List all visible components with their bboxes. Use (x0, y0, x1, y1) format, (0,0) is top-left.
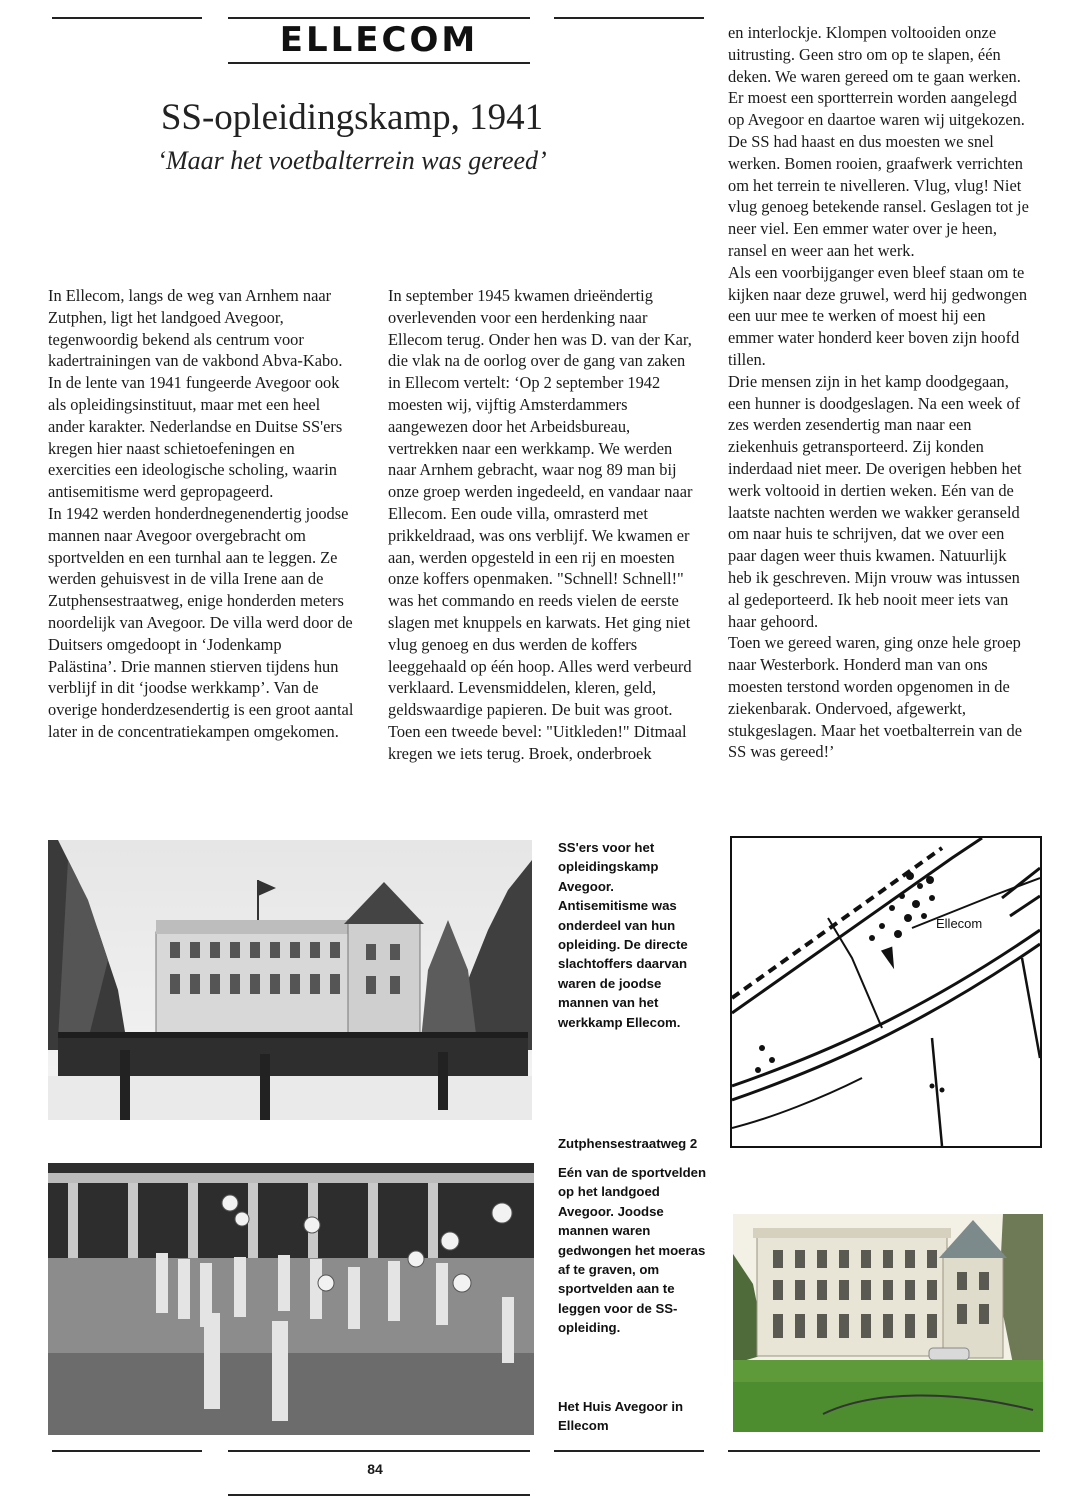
photo-huis-avegoor (733, 1214, 1043, 1432)
caption-photo-2: Eén van de sportvelden op het landgoed Avegoor. Joodse mannen waren gedwongen het moeras af te graven, om sportvelden aan te leggen voor de SS-opleiding. (558, 1165, 707, 1336)
bottom-rule-right (728, 1450, 1040, 1452)
page-number-rule (228, 1494, 530, 1496)
paragraph: en interlockje. Klompen voltooiden onze uitrusting. Geen stro om op te slapen, één deken. We waren gereed om te gaan werken. (728, 23, 1021, 86)
section-title-rule-bottom (228, 62, 530, 64)
article-subheadline: ‘Maar het voetbalterrein was gereed’ (157, 146, 547, 175)
paragraph: Er moest een sportterrein worden aangelegd op Avegoor en daartoe waren wij uitgekozen. De SS had haast en dus moesten we snel werken. Bomen rooien, graafwerk verrichten om het terrein te nivelleren. Vlug, vlug! Niet vlug genoeg betekende ransel. Geslagen tot je neer viel. Een emmer water over je heen, ransel en weer aan het werk. (728, 88, 1029, 260)
caption-photo-3: Het Huis Avegoor in Ellecom (558, 1399, 684, 1434)
bottom-rule-middle-right (554, 1450, 704, 1452)
text-column-3 (728, 22, 1034, 763)
map-place-label: Ellecom (936, 916, 983, 931)
paragraph: Toen we gereed waren, ging onze hele groep naar Westerbork. Honderd man van ons moesten terstond worden opgenomen in de ziekenbarak. Ondervoed, afgewerkt, stukgeslagen. Maar het voetbalterrein van de SS was gereed!’ (728, 633, 1023, 762)
caption-photo-1: SS'ers voor het opleidingskamp Avegoor. Antisemitisme was onderdeel van hun opleiding. De directe slachtoffers daarvan waren de joodse mannen van het werkkamp Ellecom. (558, 840, 688, 1030)
section-title: ELLECOM (279, 20, 479, 60)
paragraph: In Ellecom, langs de weg van Arnhem naar Zutphen, ligt het landgoed Avegoor, tegenwoordig bekend als centrum voor kadertrainingen van de vakbond Abva-Kabo. In de lente van 1941 fungeerde Avegoor ook als opleidingsinstituut, maar met een heel ander karakter. Nederlandse en Duitse SS'ers kregen hier naast schietoefeningen en exercities een ideologische scholing, waarin antisemitisme werd gepropageerd. (48, 286, 343, 502)
paragraph: Drie mensen zijn in het kamp doodgegaan, een hunner is doodgeslagen. Na een week of zes werden zesendertig man naar een ziekenhuis getransporteerd. Zij konden inderdaad niet meer. De overigen hebben het werk voltooid in dertien weken. Eén van de laatste nachten werden we wakker geranseld om naar huis te schrijven, dat we over een paar dagen weer thuis kwamen. Natuurlijk heb ik geschreven. Mijn vrouw was intussen al gedeporteerd. Ik heb nooit meer iets van haar gehoord. (728, 371, 1022, 631)
page-number: 84 (367, 1461, 383, 1477)
paragraph: Als een voorbijganger even bleef staan om te kijken naar deze gruwel, werd hij gedwongen een uur mee te werken of moest hij een emmer water honderd keer boven zijn hoofd tillen. (728, 262, 1028, 369)
bottom-rule-left (52, 1450, 202, 1452)
text-column-2 (388, 285, 694, 765)
map-ellecom (730, 836, 1042, 1148)
top-rule-left (52, 17, 202, 19)
paragraph: In september 1945 kwamen drieëndertig overlevenden voor een herdenking naar Ellecom terug. Onder hen was D. van der Kar, die vlak na de oorlog over de gang van zaken in Ellecom vertelt: ‘Op 2 september 1942 moesten wij, vijftig Amsterdammers aangewezen door het Arbeidsbureau, vertrekken naar een werkkamp. We werden naar Arnhem gebracht, waar nog 89 man bij onze groep werden ingedeeld, en vandaar naar Ellecom. Een oude villa, omrasterd met prikkeldraad, was ons verblijf. We kwamen er aan, werden opgesteld in een rij en moesten onze koffers openmaken. "Schnell! Schnell!" was het commando en reeds vielen de eerste slagen met knuppels en karwats. Het ging niet vlug genoeg en dus werden de koffers leeggehaald op één hoop. Alles werd verbeurd verklaard. Levensmiddelen, kleren, geld, geldswaardige papieren. De buit was groot. Toen een tweede bevel: "Uitkleden!" Ditmaal kregen we iets terug. Broek, onderbroek (388, 286, 693, 763)
photo-ss-men-villa (48, 840, 532, 1120)
bottom-rule-middle-left (228, 1450, 530, 1452)
article-headline: SS-opleidingskamp, 1941 (160, 97, 544, 138)
text-column-1 (48, 285, 354, 743)
photo-sportsfield (48, 1163, 534, 1435)
caption-map-address: Zutphensestraatweg 2 (558, 1136, 698, 1151)
paragraph: In 1942 werden honderdnegenendertig joodse mannen naar Avegoor overgebracht om sportvelden en een turnhal aan te leggen. Ze werden gehuisvest in de villa Irene aan de Zutphensestraatweg, enige honderden meters noordelijk van Avegoor. De villa werd door de Duitsers omgedoopt in ‘Jodenkamp Palästina’. Drie mannen stierven tijdens hun verblijf in dit ‘joodse werkkamp’. Van de overige honderdzesendertig is een groot aantal later in de concentratiekampen omgekomen. (48, 503, 354, 741)
top-rule-right (554, 17, 704, 19)
